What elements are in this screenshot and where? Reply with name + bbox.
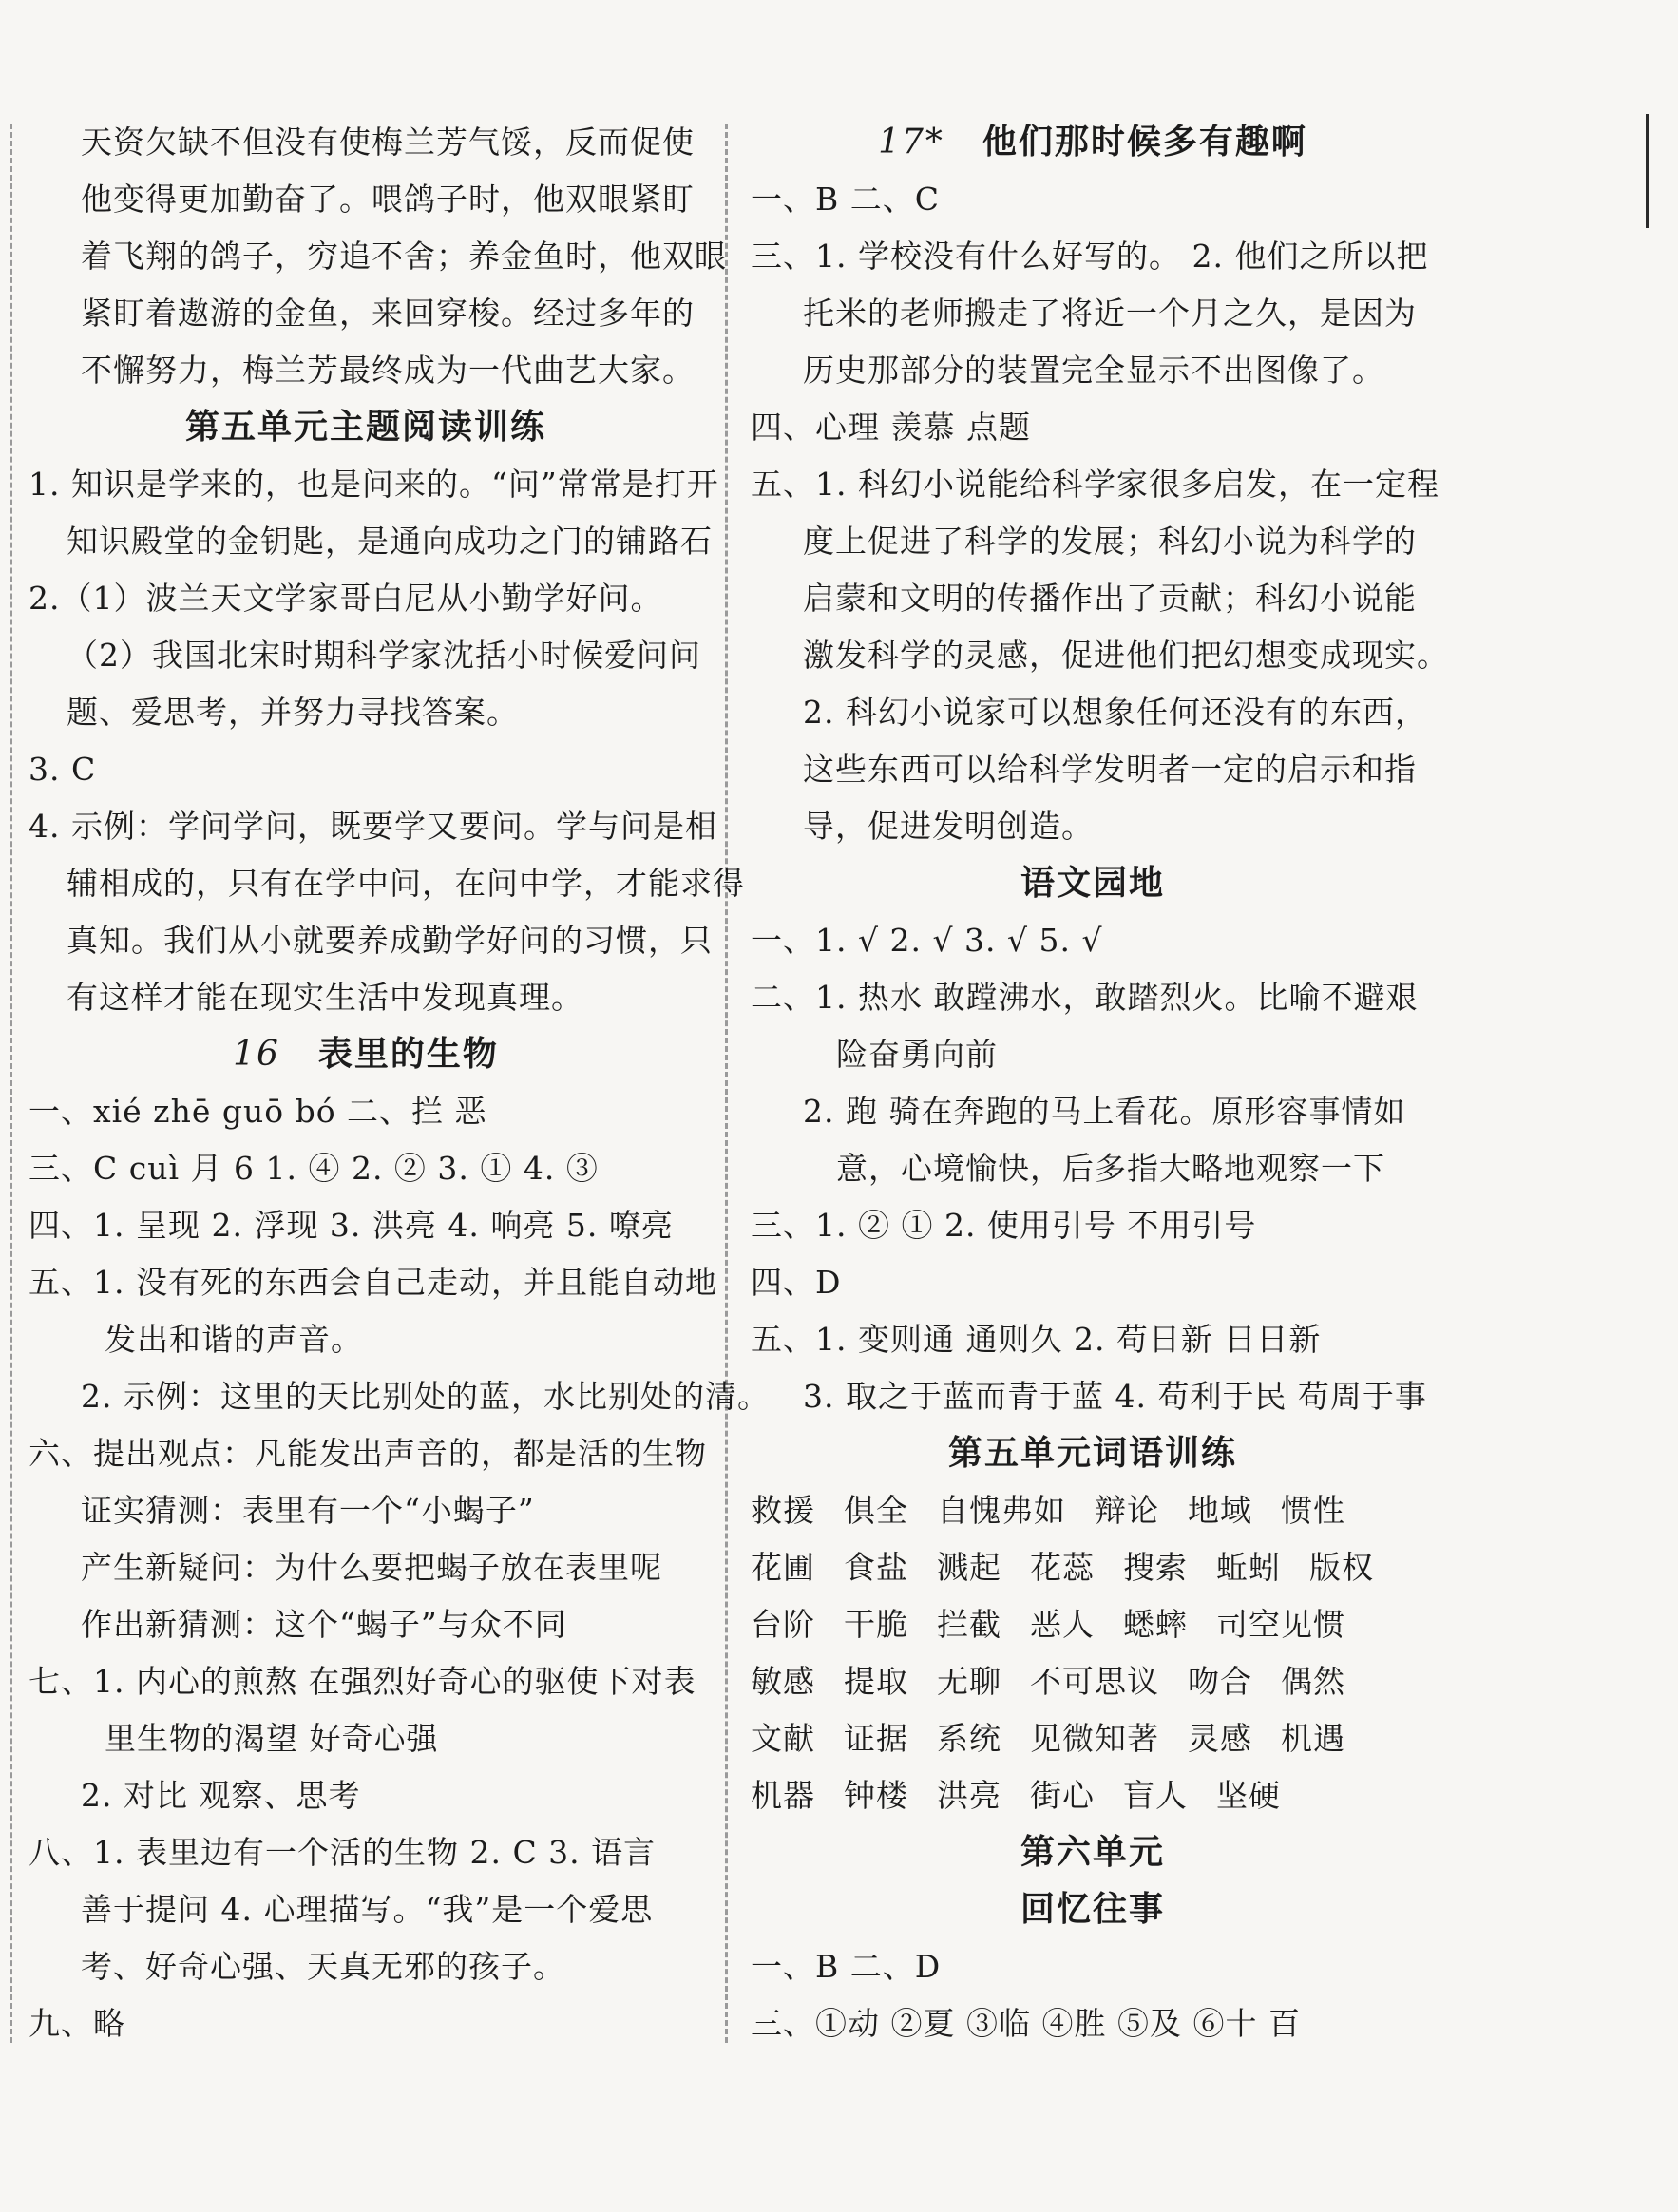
answer-line: 有这样才能在现实生活中发现真理。 <box>67 979 583 1016</box>
answer-line: 四、D <box>751 1264 842 1301</box>
text-line: 天资欠缺不但没有使梅兰芳气馁，反而促使 <box>81 124 695 161</box>
answer-line: 3. C <box>29 751 97 788</box>
answer-line: 险奋勇向前 <box>836 1036 998 1073</box>
text-line: 不懈努力，梅兰芳最终成为一代曲艺大家。 <box>81 352 695 389</box>
right-column <box>751 114 1449 2052</box>
left-margin-divider <box>10 124 12 2043</box>
vocab-word: 救援 <box>751 1492 815 1529</box>
answer-line: 题、爱思考，并努力寻找答案。 <box>67 694 519 731</box>
vocab-word: 盲人 <box>1123 1777 1188 1814</box>
section-heading: 回忆往事 <box>1020 1890 1165 1929</box>
lesson-title: 他们那时候多有趣啊 <box>982 123 1307 162</box>
vocab-word: 惯性 <box>1281 1492 1345 1529</box>
vocab-word: 机器 <box>751 1777 815 1814</box>
answer-line: 五、1. 没有死的东西会自己走动，并且能自动地 <box>29 1264 717 1301</box>
vocab-word: 无聊 <box>937 1663 1001 1700</box>
vocab-word: 见微知著 <box>1030 1720 1159 1757</box>
answer-line: 一、1. √ 2. √ 3. √ 5. √ <box>751 922 1103 959</box>
word-row <box>751 1482 1435 1539</box>
answer-line: 六、提出观点：凡能发出声音的，都是活的生物 <box>29 1435 707 1472</box>
vocab-word: 不可思议 <box>1030 1663 1159 1700</box>
lesson-number: 17* <box>878 123 944 162</box>
vocab-word: 蚯蚓 <box>1216 1549 1281 1586</box>
vocab-word: 版权 <box>1309 1549 1374 1586</box>
answer-line: （2）我国北宋时期科学家沈括小时候爱问问 <box>67 637 701 674</box>
section-heading: 第五单元主题阅读训练 <box>184 408 546 447</box>
vocab-word: 钟楼 <box>844 1777 908 1814</box>
column-divider <box>725 124 728 2043</box>
vocab-word: 辩论 <box>1095 1492 1159 1529</box>
page-edge-mark <box>1646 114 1649 228</box>
answer-line: 证实猜测：表里有一个“小蝎子” <box>81 1492 535 1529</box>
answer-line: 三、1. ② ① 2. 使用引号 不用引号 <box>751 1207 1257 1244</box>
answer-line: 2. 科幻小说家可以想象任何还没有的东西， <box>803 694 1427 731</box>
vocab-word: 地域 <box>1188 1492 1252 1529</box>
answer-line: 度上促进了科学的发展；科幻小说为科学的 <box>803 523 1417 560</box>
answer-line: 里生物的渴望 好奇心强 <box>105 1720 439 1757</box>
answer-line: 一、B 二、D <box>751 1948 942 1985</box>
section-heading: 第五单元词语训练 <box>947 1434 1237 1473</box>
answer-line: 导，促进发明创造。 <box>803 808 1094 845</box>
vocab-word: 证据 <box>844 1720 908 1757</box>
answer-line: 五、1. 科幻小说能给科学家很多启发，在一定程 <box>751 466 1440 503</box>
answer-line: 三、1. 学校没有什么好写的。 2. 他们之所以把 <box>751 238 1429 275</box>
answer-line: 历史那部分的装置完全显示不出图像了。 <box>803 352 1384 389</box>
vocab-word: 花蕊 <box>1030 1549 1095 1586</box>
answer-line: 三、C cuì 月 6 1. ④ 2. ② 3. ① 4. ③ <box>29 1150 599 1187</box>
word-row <box>751 1710 1435 1767</box>
vocab-word: 敏感 <box>751 1663 815 1700</box>
lesson-number: 16 <box>233 1035 280 1074</box>
answer-line: 五、1. 变则通 通则久 2. 苟日新 日日新 <box>751 1321 1322 1358</box>
vocab-word: 提取 <box>844 1663 908 1700</box>
answer-line: 九、略 <box>29 2005 125 2042</box>
vocab-word: 文献 <box>751 1720 815 1757</box>
lesson-heading <box>29 1026 703 1083</box>
vocab-word: 溅起 <box>937 1549 1001 1586</box>
left-column <box>29 114 770 2052</box>
answer-line: 2. 跑 骑在奔跑的马上看花。原形容事情如 <box>803 1093 1406 1130</box>
word-row <box>751 1596 1435 1653</box>
word-row <box>751 1767 1435 1824</box>
lesson-title: 表里的生物 <box>317 1035 499 1074</box>
vocab-word: 恶人 <box>1030 1606 1095 1643</box>
vocab-word: 系统 <box>937 1720 1001 1757</box>
answer-line: 1. 知识是学来的，也是问来的。“问”常常是打开 <box>29 466 719 503</box>
answer-line: 4. 示例：学问学问，既要学又要问。学与问是相 <box>29 808 717 845</box>
answer-line: 四、1. 呈现 2. 浮现 3. 洪亮 4. 响亮 5. 嘹亮 <box>29 1207 674 1244</box>
vocab-word: 搜索 <box>1123 1549 1188 1586</box>
answer-line: 辅相成的，只有在学中问，在问中学，才能求得 <box>67 865 745 902</box>
answer-line: 考、好奇心强、天真无邪的孩子。 <box>81 1948 565 1985</box>
answer-line: 产生新疑问：为什么要把蝎子放在表里呢 <box>81 1549 662 1586</box>
vocab-word: 干脆 <box>844 1606 908 1643</box>
answer-line: 启蒙和文明的传播作出了贡献；科幻小说能 <box>803 580 1417 617</box>
answer-line: 知识殿堂的金钥匙，是通向成功之门的铺路石 <box>67 523 713 560</box>
answer-line: 作出新猜测：这个“蝎子”与众不同 <box>81 1606 567 1643</box>
vocab-word: 偶然 <box>1281 1663 1345 1700</box>
vocab-word: 灵感 <box>1188 1720 1252 1757</box>
vocab-word: 食盐 <box>844 1549 908 1586</box>
vocab-word: 拦截 <box>937 1606 1001 1643</box>
answer-line: 四、心理 羡慕 点题 <box>751 409 1031 446</box>
unit-heading: 第六单元 <box>1020 1833 1165 1872</box>
text-line: 着飞翔的鸽子，穷追不舍；养金鱼时，他双眼 <box>81 238 727 275</box>
answer-line: 3. 取之于蓝而青于蓝 4. 苟利于民 苟周于事 <box>803 1378 1427 1415</box>
answer-line: 意，心境愉快，后多指大略地观察一下 <box>836 1150 1385 1187</box>
answer-line: 真知。我们从小就要养成勤学好问的习惯，只 <box>67 922 713 959</box>
answer-line: 这些东西可以给科学发明者一定的启示和指 <box>803 751 1417 788</box>
answer-line: 激发科学的灵感，促进他们把幻想变成现实。 <box>803 637 1449 674</box>
answer-line: 二、1. 热水 敢蹚沸水，敢踏烈火。比喻不避艰 <box>751 979 1419 1016</box>
word-row <box>751 1653 1435 1710</box>
answer-line: 托米的老师搬走了将近一个月之久，是因为 <box>803 295 1417 332</box>
vocab-word: 坚硬 <box>1216 1777 1281 1814</box>
answer-line: 2. 示例：这里的天比别处的蓝，水比别处的清。 <box>81 1378 770 1415</box>
answer-line: 八、1. 表里边有一个活的生物 2. C 3. 语言 <box>29 1834 657 1871</box>
answer-line: 七、1. 内心的煎熬 在强烈好奇心的驱使下对表 <box>29 1663 696 1700</box>
vocab-word: 机遇 <box>1281 1720 1345 1757</box>
lesson-heading <box>751 114 1435 171</box>
vocab-word: 蟋蟀 <box>1123 1606 1188 1643</box>
answer-line: 发出和谐的声音。 <box>105 1321 363 1358</box>
vocab-word: 洪亮 <box>937 1777 1001 1814</box>
vocab-word: 俱全 <box>844 1492 908 1529</box>
vocab-word: 花圃 <box>751 1549 815 1586</box>
answer-line: 一、B 二、C <box>751 181 940 218</box>
vocab-word: 街心 <box>1030 1777 1095 1814</box>
vocab-word: 台阶 <box>751 1606 815 1643</box>
answer-line: 三、①动 ②夏 ③临 ④胜 ⑤及 ⑥十 百 <box>751 2005 1301 2042</box>
vocab-word: 吻合 <box>1188 1663 1252 1700</box>
answer-line: 2.（1）波兰天文学家哥白尼从小勤学好问。 <box>29 580 663 617</box>
text-line: 紧盯着遨游的金鱼，来回穿梭。经过多年的 <box>81 295 695 332</box>
section-heading: 语文园地 <box>1020 864 1165 903</box>
answer-line: 善于提问 4. 心理描写。“我”是一个爱思 <box>81 1891 654 1928</box>
vocab-word: 司空见惯 <box>1216 1606 1345 1643</box>
vocab-word: 自愧弗如 <box>937 1492 1066 1529</box>
answer-line: 一、xié zhē guō bó 二、拦 恶 <box>29 1093 487 1130</box>
answer-line: 2. 对比 观察、思考 <box>81 1777 361 1814</box>
text-line: 他变得更加勤奋了。喂鸽子时，他双眼紧盯 <box>81 181 695 218</box>
word-row <box>751 1539 1435 1596</box>
